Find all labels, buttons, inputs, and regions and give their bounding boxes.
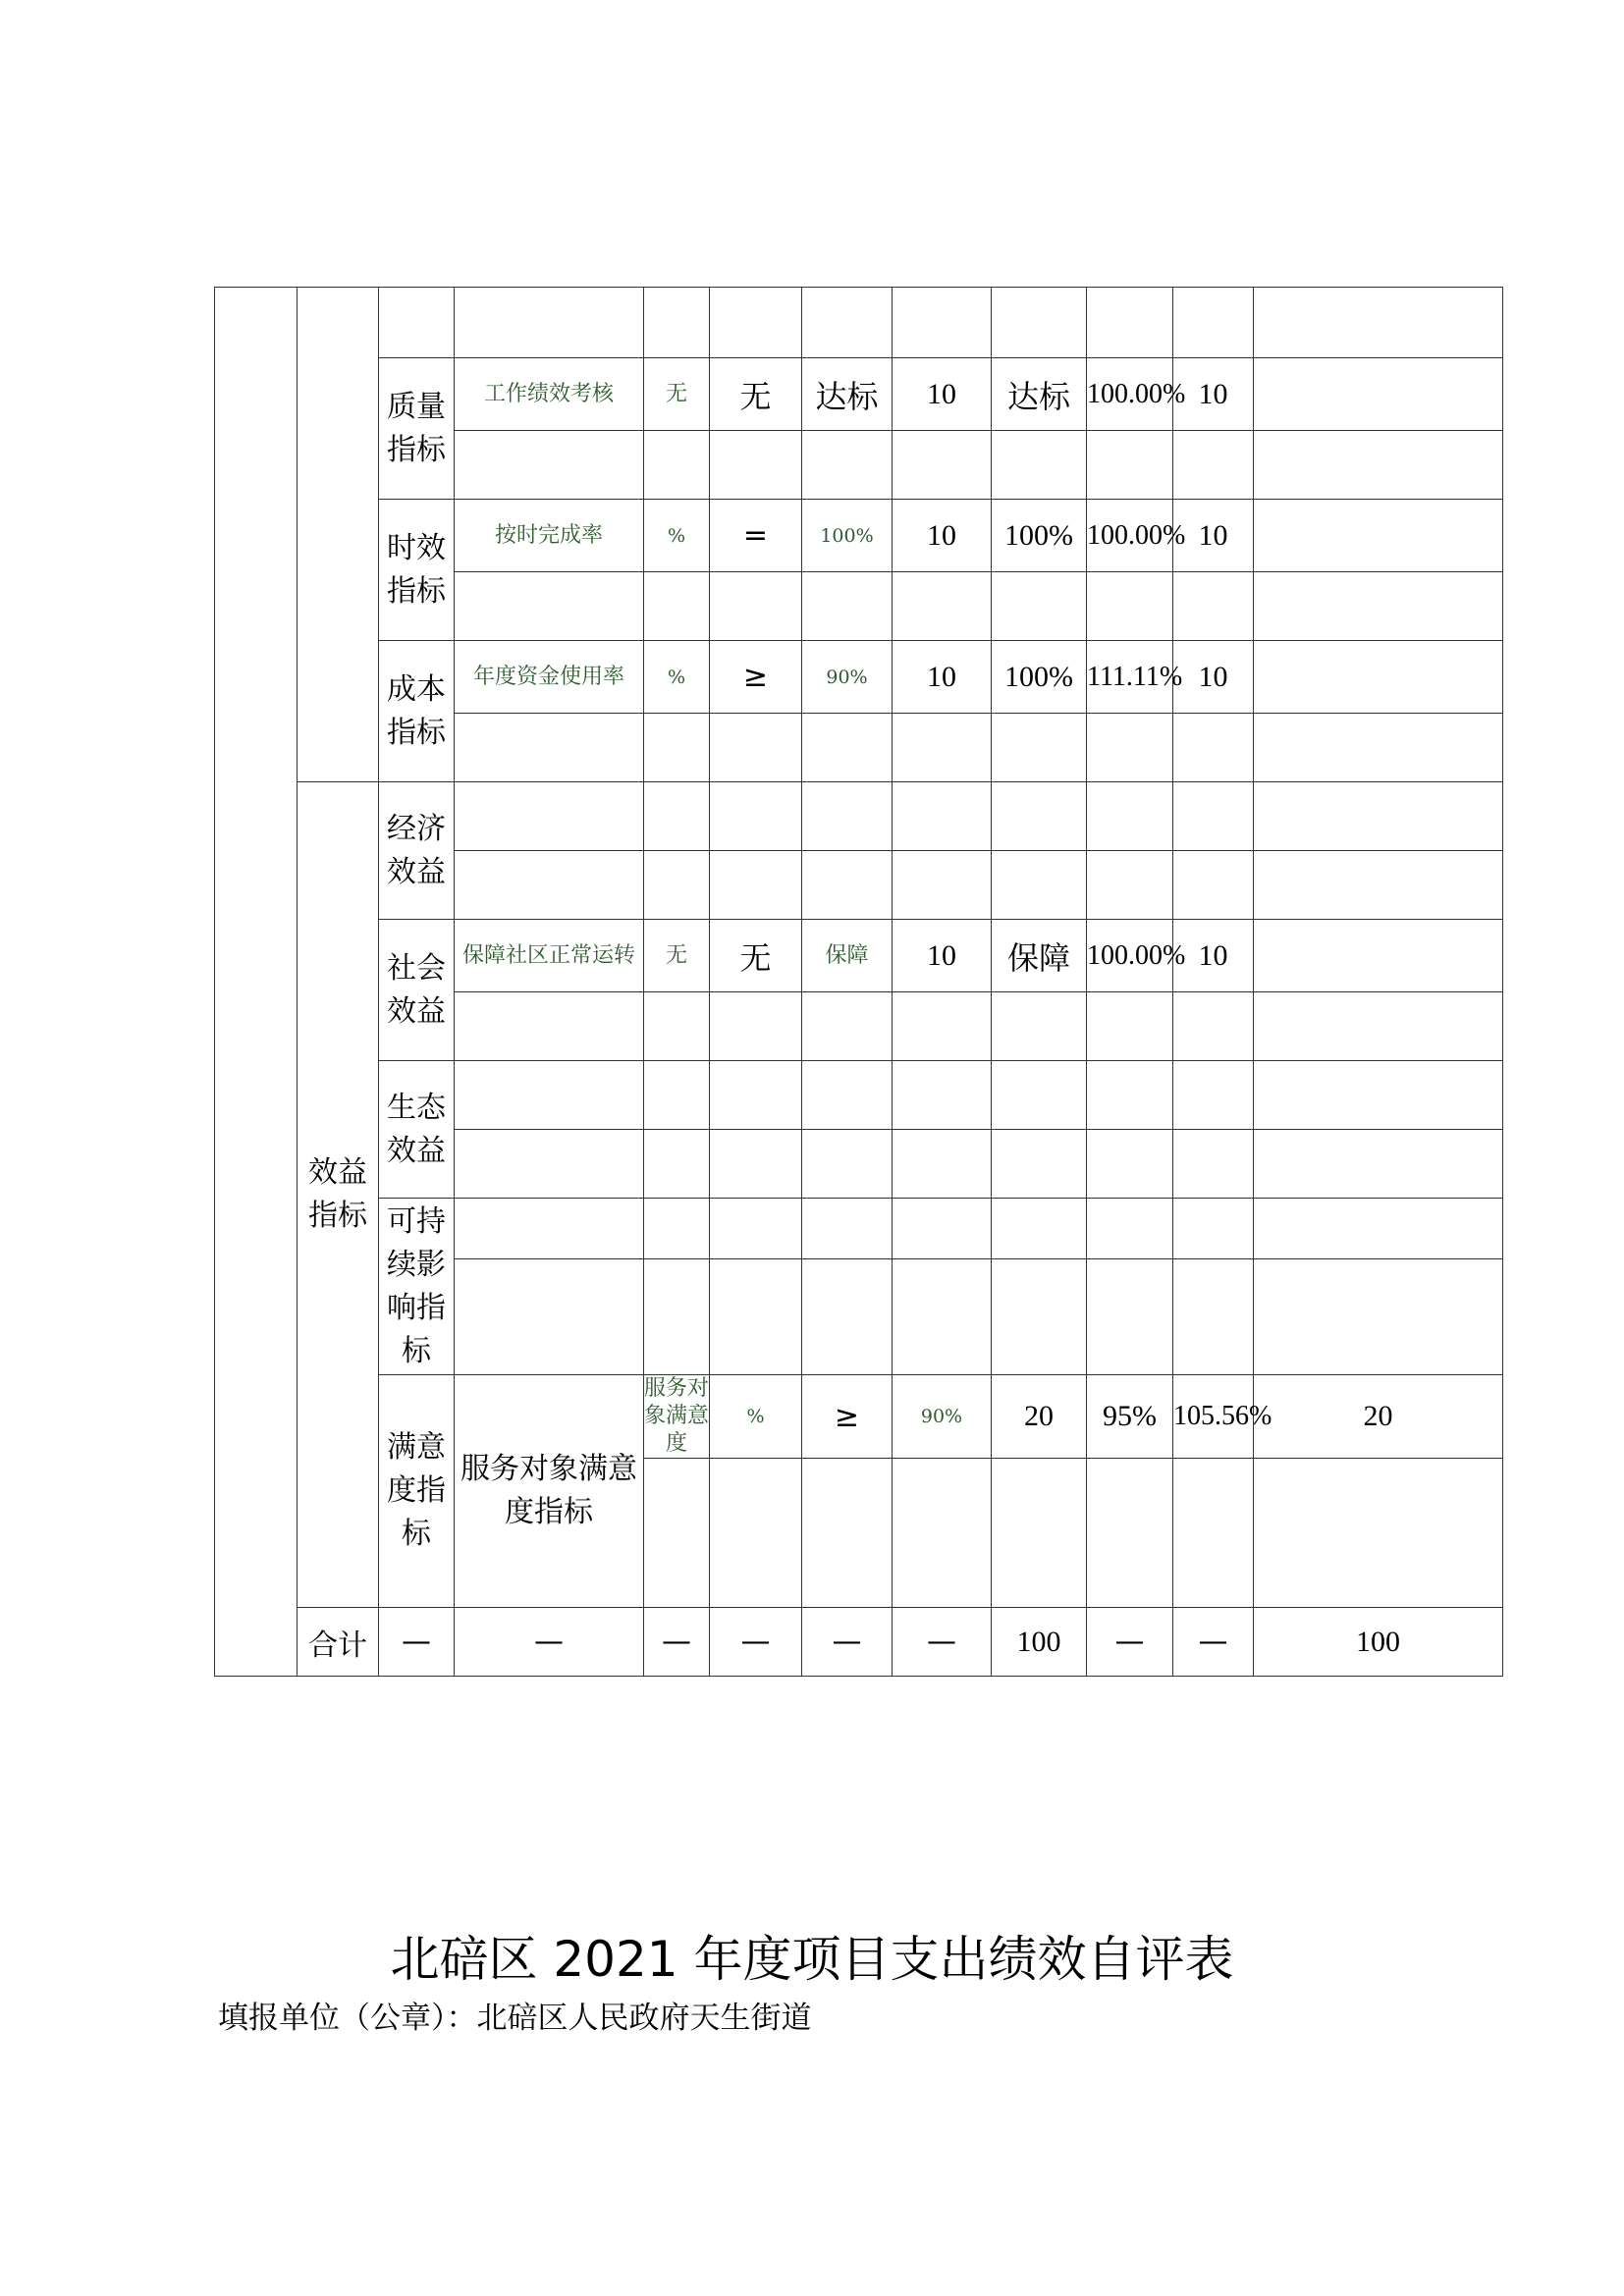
indicator-rate: 111.11% [1087,641,1173,714]
indicator-target: 90% [893,1375,992,1459]
indicator-score: 10 [1173,500,1254,572]
total-dash: — [893,1608,992,1677]
indicator-target: 保障 [802,920,893,992]
fill-unit: 填报单位（公章）：北碚区人民政府天生街道 [218,2001,812,2036]
total-dash: — [455,1608,644,1677]
indicator-target: 100% [802,500,893,572]
indicator-rate: 100.00% [1087,920,1173,992]
indicator-actual: 保障 [992,920,1087,992]
table-row [215,500,1503,572]
indicator-operator: = [710,500,802,572]
total-row [215,1608,1503,1677]
indicator-name: 保障社区正常运转 [455,920,644,992]
table-row [215,782,1503,851]
page-title: 北碚区 2021 年度项目支出绩效自评表 [390,1931,1234,1988]
total-label: 合计 [298,1608,379,1677]
total-dash: — [379,1608,455,1677]
indicator-score: 20 [1254,1375,1503,1459]
indicator-weight: 20 [992,1375,1087,1459]
indicator-operator: ≥ [710,641,802,714]
category-quality: 质量指标 [379,358,455,500]
indicator-unit: 无 [644,358,710,431]
indicator-target: 90% [802,641,893,714]
indicator-operator: ≥ [802,1375,893,1459]
indicator-rate: 100.00% [1087,358,1173,431]
indicator-score: 10 [1173,641,1254,714]
indicator-name: 按时完成率 [455,500,644,572]
indicator-weight: 10 [893,358,992,431]
indicator-actual: 95% [1087,1375,1173,1459]
total-dash: — [710,1608,802,1677]
performance-table [214,287,1503,1677]
category-economic: 经济效益 [379,782,455,920]
indicator-actual: 100% [992,500,1087,572]
indicator-actual: 100% [992,641,1087,714]
indicator-unit: % [644,641,710,714]
category-ecological: 生态效益 [379,1061,455,1199]
indicator-rate: 105.56% [1173,1375,1254,1459]
table-row [215,358,1503,431]
indicator-weight: 10 [893,641,992,714]
indicator-operator: 无 [710,358,802,431]
table-row [215,1061,1503,1130]
level1-cell [215,288,298,1677]
indicator-unit: % [644,500,710,572]
table-row [215,288,1503,358]
category-social: 社会效益 [379,920,455,1061]
indicator-unit: 无 [644,920,710,992]
indicator-operator: 无 [710,920,802,992]
indicator-name: 工作绩效考核 [455,358,644,431]
table-row [215,1375,1503,1459]
total-dash: — [802,1608,893,1677]
indicator-actual: 达标 [992,358,1087,431]
category-service-satisfaction: 服务对象满意度指标 [455,1375,644,1608]
category-timeliness: 时效指标 [379,500,455,641]
category-benefit: 效益指标 [298,782,379,1608]
total-score: 100 [1254,1608,1503,1677]
table-row [215,1199,1503,1259]
category-satisfaction: 满意度指标 [379,1375,455,1608]
level2-cell [298,288,379,782]
indicator-name: 年度资金使用率 [455,641,644,714]
total-dash: — [1087,1608,1173,1677]
indicator-weight: 10 [893,500,992,572]
indicator-score: 10 [1173,920,1254,992]
indicator-weight: 10 [893,920,992,992]
table-row [215,920,1503,992]
total-dash: — [1173,1608,1254,1677]
indicator-rate: 100.00% [1087,500,1173,572]
indicator-unit: % [710,1375,802,1459]
total-dash: — [644,1608,710,1677]
indicator-target: 达标 [802,358,893,431]
table-row [215,641,1503,714]
total-weight: 100 [992,1608,1087,1677]
category-cost: 成本指标 [379,641,455,782]
indicator-name: 服务对象满意度 [644,1375,710,1459]
indicator-score: 10 [1173,358,1254,431]
category-sustainable: 可持续影响指标 [379,1199,455,1375]
